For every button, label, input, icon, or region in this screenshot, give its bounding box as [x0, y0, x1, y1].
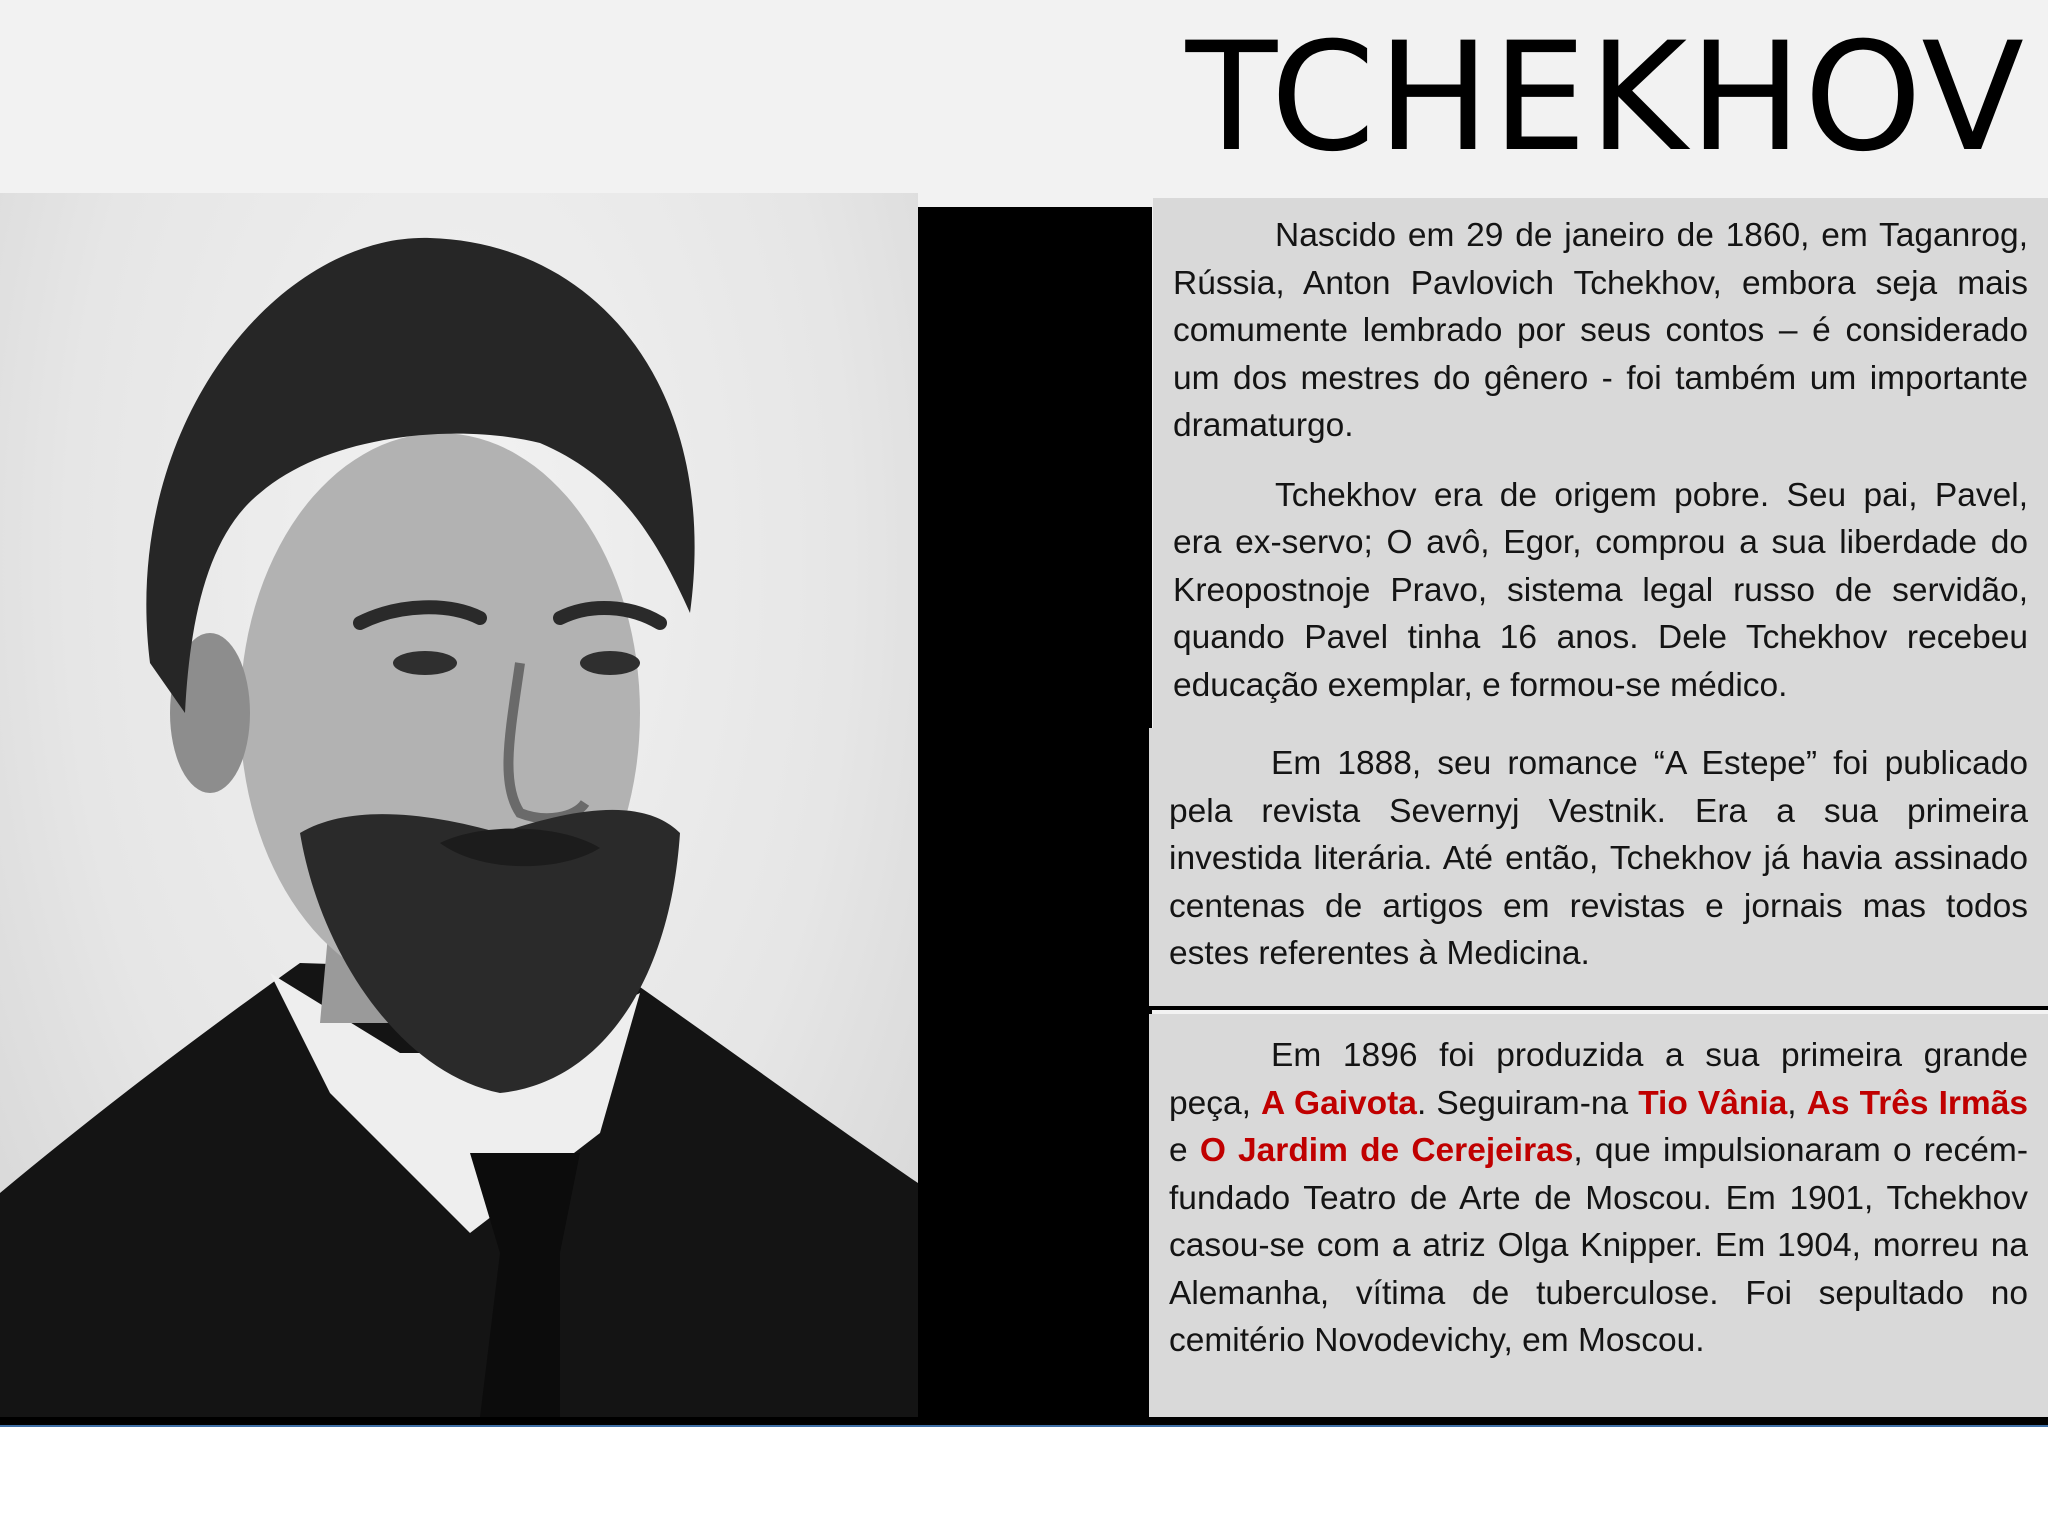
biography-box-early-life [1153, 198, 2048, 730]
play-title-as-tres-irmas: As Três Irmãs [1806, 1084, 2028, 1122]
paragraph-origin: Tchekhov era de origem pobre. Seu pai, Pavel, era ex-servo; O avô, Egor, comprou a sua liberdade do Kreopostnoje Pravo, sistema legal russo de servidão, quando Pavel tinha 16 anos. Dele Tchekhov recebeu educação exemplar, e formou-se médico. [1173, 476, 2028, 704]
plays-text-4: e [1169, 1132, 1200, 1169]
play-title-tio-vania: Tio Vânia [1638, 1084, 1788, 1122]
biography-box-literary-debut [1149, 728, 2048, 1010]
page-title: TCHEKHOV [1185, 11, 2026, 185]
portrait-photo [0, 193, 918, 1417]
paragraph-birth: Nascido em 29 de janeiro de 1860, em Taganrog, Rússia, Anton Pavlovich Tchekhov, embora seja mais comumente lembrado por seus contos – é considerado um dos mestres do gênero - foi também um importante dramaturgo. [1173, 217, 2028, 444]
bottom-divider [0, 1417, 2048, 1425]
play-title-a-gaivota: A Gaivota [1261, 1084, 1417, 1122]
biography-box-plays-and-death [1149, 1014, 2048, 1417]
footer-panel [0, 1425, 2048, 1536]
plays-text-3: , [1787, 1084, 1807, 1122]
play-title-o-jardim-de-cerejeiras: O Jardim de Cerejeiras [1199, 1132, 1574, 1169]
plays-text-2: . Seguiram-na [1416, 1084, 1639, 1122]
paragraph-plays [1169, 1032, 2028, 1365]
plays-text-1: Em 1896 foi produzida a sua primeira grande peça, [1169, 1037, 2028, 1122]
portrait-icon [0, 193, 918, 1417]
paragraph-estepe: Em 1888, seu romance “A Estepe” foi publicado pela revista Severnyj Vestnik. Era a sua primeira investida literária. Até então, Tchekhov já havia assinado centenas de artigos em revistas e jornais mas todos estes referentes à Medicina. [1169, 745, 2028, 972]
plays-text-5: , que impulsionaram o recém-fundado Teatro de Arte de Moscou. Em 1901, Tchekhov casou-se com a atriz Olga Knipper. Em 1904, morreu na Alemanha, vítima de tuberculose. Foi sepultado no cemitério Novodevichy, em Moscou. [1169, 1132, 2028, 1359]
